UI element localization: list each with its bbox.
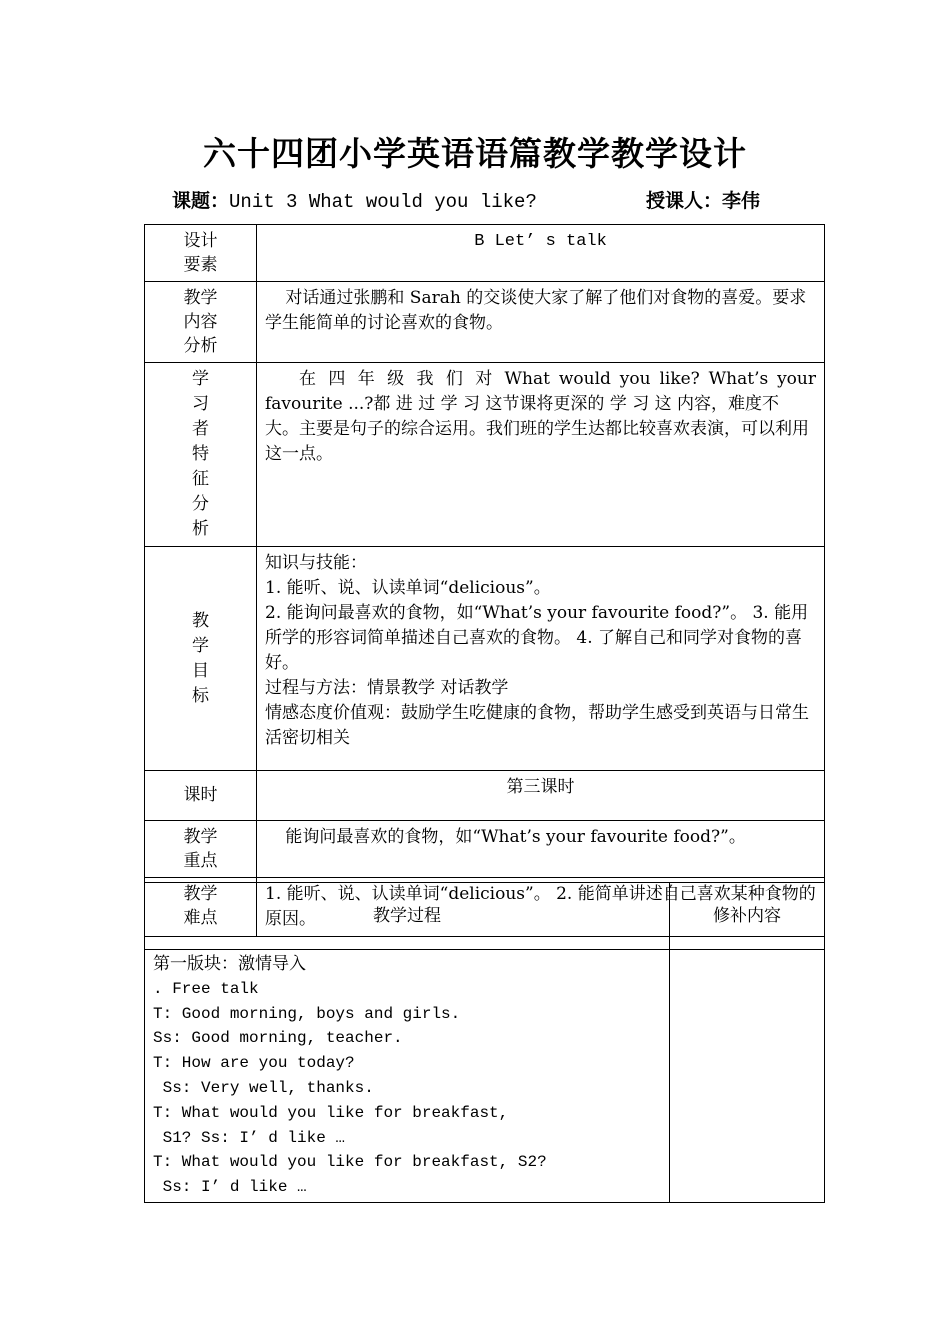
label-content-analysis: 教学 内容 分析 bbox=[145, 282, 257, 363]
teaching-goals-text: 知识与技能： 1. 能听、说、认读单词“delicious”。 2. 能询问最喜欢的食物，如“What’s your favourite food?”。 3. 能用所学的形容词简单描述自己喜欢的食物。 4. 了解自己和同学对食物的喜好。 过程与方法：情景教学 对话教学 情感态度价值观：鼓励学生吃健康的食物，帮助学生感受到英语与日常生活密切相关 bbox=[257, 547, 825, 771]
process-line: Ss: I’ d like … bbox=[153, 1178, 307, 1197]
process-line: T: Good morning, boys and girls. bbox=[153, 1004, 461, 1023]
label-teaching-focus: 教学 重点 bbox=[145, 821, 257, 878]
process-line: Ss: Very well, thanks. bbox=[153, 1078, 374, 1097]
lesson-subject bbox=[172, 186, 537, 213]
row-learner-analysis bbox=[145, 363, 825, 547]
label-design-elements: 设计 要素 bbox=[145, 225, 257, 282]
learner-analysis-text: 在 四 年 级 我 们 对 What would you like? What’s your favourite ...?都 进 过 学 习 这节课将更深的 学 习 这 内容，难度不 大。主要是句子的综合运用。我们班的学生达都比较喜欢表演，可以利用这一点。 bbox=[257, 363, 825, 547]
process-body-row bbox=[145, 950, 825, 1203]
process-header: 教学过程 bbox=[145, 883, 670, 950]
label-learner-analysis: 学 习 者 特 征 分 析 bbox=[145, 363, 257, 547]
teaching-difficulty-text: 1. 能听、说、认读单词“delicious”。 2. 能简单讲述自己喜欢某种食物的原因。 bbox=[257, 878, 825, 937]
process-line: Ss: Good morning, teacher. bbox=[153, 1029, 403, 1048]
row-design-elements bbox=[145, 225, 825, 282]
subject-value: Unit 3 What would you like? bbox=[229, 191, 537, 213]
label-teaching-goals: 教 学 目 标 bbox=[145, 547, 257, 771]
class-period-value: 第三课时 bbox=[257, 771, 825, 821]
row-teaching-focus bbox=[145, 821, 825, 878]
row-teaching-goals bbox=[145, 547, 825, 771]
subject-label: 课题： bbox=[172, 190, 230, 212]
process-content bbox=[145, 950, 670, 1203]
content-analysis-text: 对话通过张鹏和 Sarah 的交谈使大家了解了他们对食物的喜爱。要求学生能简单的讨论喜欢的食物。 bbox=[257, 282, 825, 363]
process-line: . Free talk bbox=[153, 979, 259, 998]
row-class-period bbox=[145, 771, 825, 821]
section-title: 第一版块：激情导入 bbox=[153, 954, 306, 974]
teaching-focus-text: 能询问最喜欢的食物，如“What’s your favourite food?”。 bbox=[257, 821, 825, 878]
label-class-period: 课时 bbox=[145, 771, 257, 821]
lesson-design-table bbox=[144, 224, 825, 937]
row-content-analysis bbox=[145, 282, 825, 363]
process-line: T: How are you today? bbox=[153, 1054, 355, 1073]
supplement-header: 修补内容 bbox=[670, 883, 825, 950]
process-header-row bbox=[145, 883, 825, 950]
process-line: S1? Ss: I’ d like … bbox=[153, 1128, 346, 1147]
lesson-part: B Let’ s talk bbox=[257, 225, 825, 282]
supplement-content bbox=[670, 950, 825, 1203]
process-line: T: What would you like for breakfast, S2? bbox=[153, 1153, 547, 1172]
teacher-name: 授课人：李伟 bbox=[646, 190, 761, 212]
label-teaching-difficulty: 教学 难点 bbox=[145, 878, 257, 937]
process-line: T: What would you like for breakfast, bbox=[153, 1103, 509, 1122]
document-title: 六十四团小学英语语篇教学教学设计 bbox=[203, 134, 747, 173]
teaching-process-table bbox=[144, 882, 825, 1203]
